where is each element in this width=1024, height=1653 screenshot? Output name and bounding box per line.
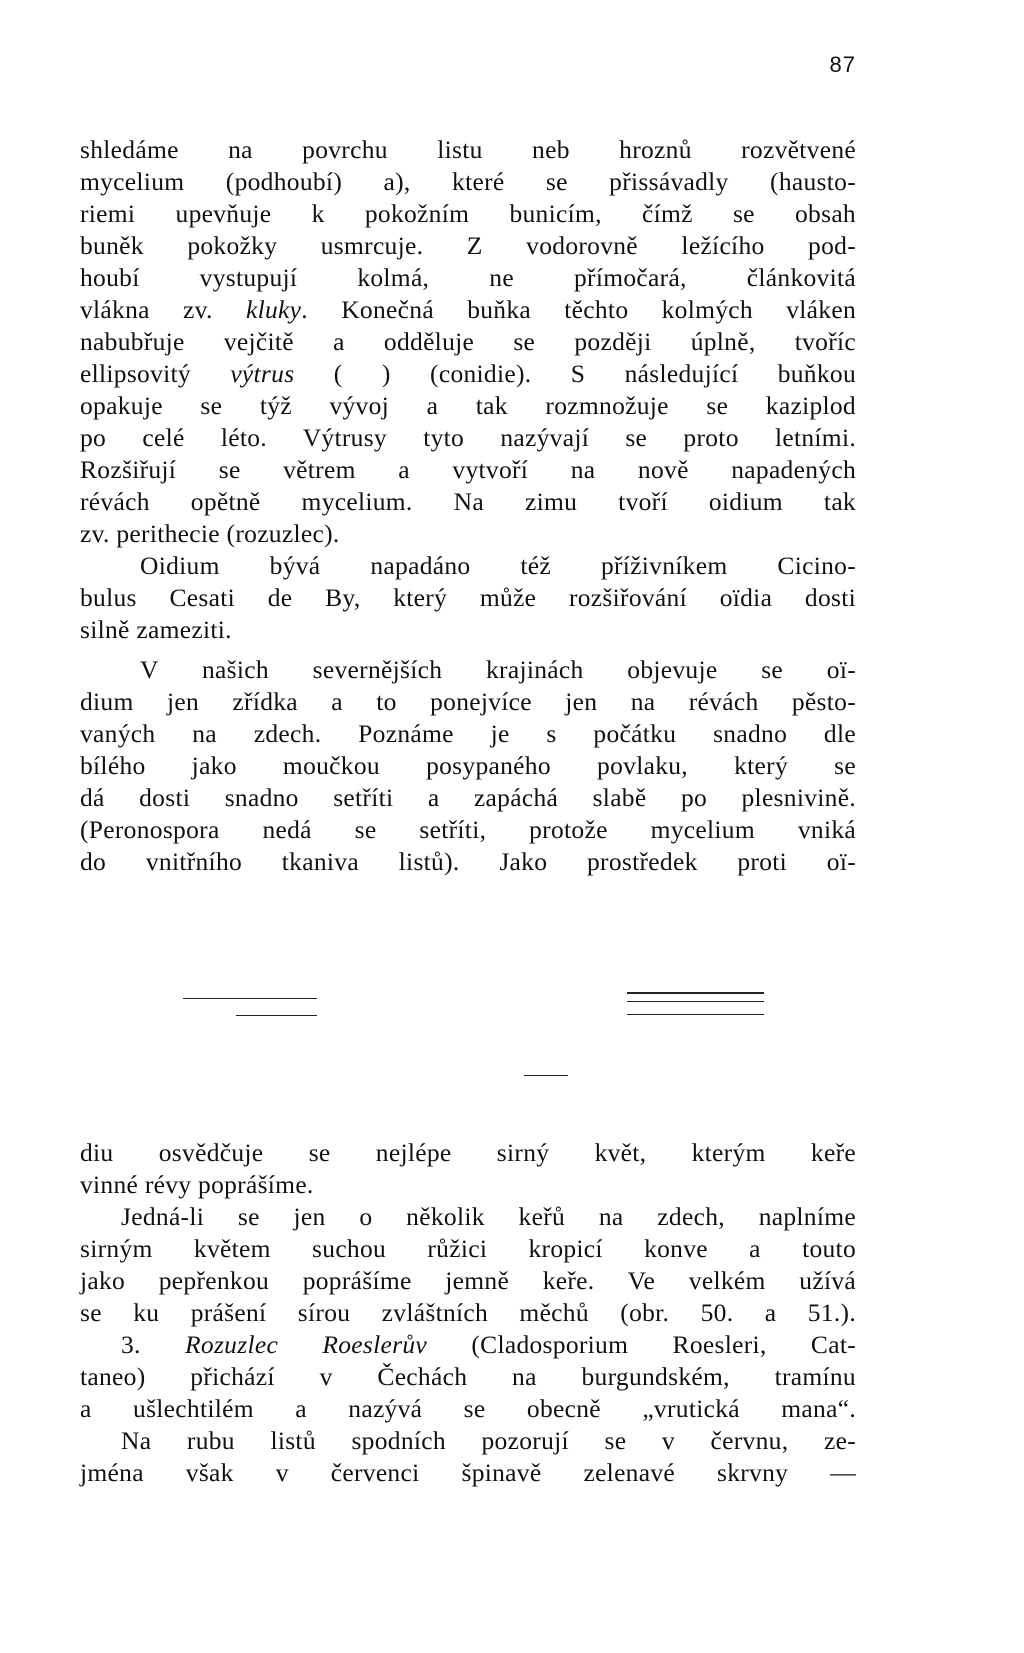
text-line <box>121 1329 856 1361</box>
text-line: nabubřuje vejčitě a odděluje se později úplně, tvoříc <box>80 327 856 356</box>
text-line: Jedná-li se jen o několik keřů na zdech, naplníme <box>121 1202 856 1231</box>
text-line: riemi upevňuje k pokožním bunicím, čímž se obsah <box>80 199 856 228</box>
text-segment: (Cladosporium Roesleri, Cat- <box>427 1330 856 1359</box>
text-line: vinné révy poprášíme. <box>80 1170 314 1199</box>
text-line: vaných na zdech. Poznáme je s počátku snadno dle <box>80 719 856 748</box>
text-line: (Peronospora nedá se setříti, protože mycelium vniká <box>80 815 856 844</box>
emphasis-term: Rozuzlec Roeslerův <box>185 1330 428 1359</box>
emphasis-term: kluky <box>245 295 302 324</box>
separator-rule <box>524 1075 568 1076</box>
text-line: jména však v červenci špinavě zelenavé skrvny — <box>80 1458 856 1487</box>
text-line: bulus Cesati de By, který může rozšiřování oïdia dosti <box>80 583 856 612</box>
text-line: opakuje se týž vývoj a tak rozmnožuje se kaziplod <box>80 391 856 420</box>
text-line: V našich severnějších krajinách objevuje se oï- <box>140 655 856 684</box>
separator-rule <box>183 998 317 999</box>
text-line: do vnitřního tkaniva listů). Jako prostředek proti oï- <box>80 847 856 876</box>
text-line: taneo) přichází v Čechách na burgundském, tramínu <box>80 1362 856 1391</box>
text-line <box>80 358 856 390</box>
text-line: diu osvědčuje se nejlépe sirný květ, kterým keře <box>80 1138 856 1167</box>
text-line: buněk pokožky usmrcuje. Z vodorovně ležícího pod- <box>80 231 856 260</box>
text-line: se ku prášení sírou zvláštních měchů (obr. 50. a 51.). <box>80 1298 856 1327</box>
text-line: révách opětně mycelium. Na zimu tvoří oidium tak <box>80 487 856 516</box>
text-line: sirným květem suchou růžici kropicí konve a touto <box>80 1234 856 1263</box>
text-line: mycelium (podhoubí) a), které se přissávadly (hausto- <box>80 167 856 196</box>
text-line: shledáme na povrchu listu neb hroznů rozvětvené <box>80 135 856 164</box>
separator-rule <box>627 1014 764 1015</box>
emphasis-term: výtrus <box>230 359 295 388</box>
separator-rule <box>627 1001 764 1002</box>
text-line: a ušlechtilém a nazývá se obecně „vrutická mana“. <box>80 1394 856 1423</box>
separator-rule <box>627 992 764 994</box>
text-line: jako pepřenkou poprášíme jemně keře. Ve velkém užívá <box>80 1266 856 1295</box>
text-line: silně zameziti. <box>80 615 232 644</box>
separator-rule <box>236 1015 317 1016</box>
text-segment: ellipsovitý <box>80 359 231 388</box>
text-segment: ( ) (conidie). S následující buňkou <box>294 359 856 388</box>
text-line: Oidium bývá napadáno též příživníkem Cicino- <box>140 551 856 580</box>
text-line: dium jen zřídka a to ponejvíce jen na révách pěsto- <box>80 687 856 716</box>
text-segment: vlákna zv. <box>80 295 246 324</box>
text-line <box>80 294 856 326</box>
text-segment: 3. <box>121 1330 186 1359</box>
text-segment: . Konečná buňka těchto kolmých vláken <box>301 295 856 324</box>
text-line: dá dosti snadno setříti a zapáchá slabě po plesnivině. <box>80 783 856 812</box>
text-line: bílého jako moučkou posypaného povlaku, který se <box>80 751 856 780</box>
text-line: Rozšiřují se větrem a vytvoří na nově napadených <box>80 455 856 484</box>
page-number: 87 <box>829 52 856 77</box>
text-line: zv. perithecie (rozuzlec). <box>80 519 340 548</box>
text-line: Na rubu listů spodních pozorují se v červnu, ze- <box>121 1426 856 1455</box>
text-line: houbí vystupují kolmá, ne přímočará, článkovitá <box>80 263 856 292</box>
text-line: po celé léto. Výtrusy tyto nazývají se proto letními. <box>80 423 856 452</box>
